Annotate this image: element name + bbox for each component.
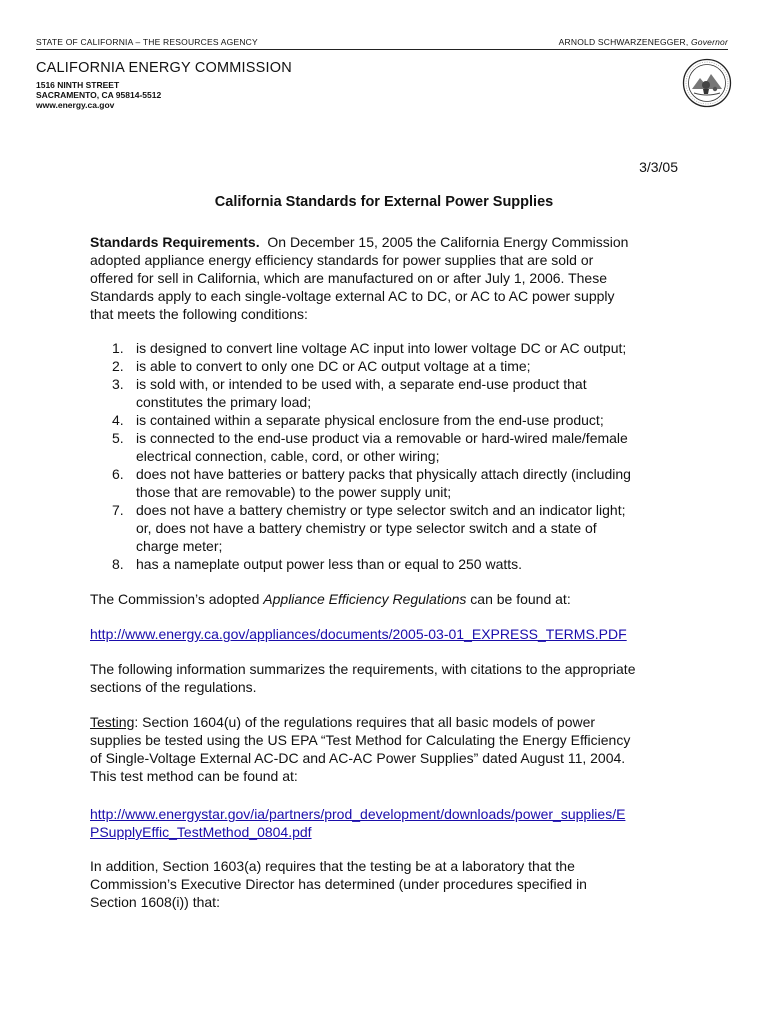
condition-text: does not have a battery chemistry or type selector switch and an indicator light; bbox=[136, 502, 626, 518]
condition-text: is contained within a separate physical enclosure from the end-use product; bbox=[136, 412, 604, 428]
intro-heading: Standards Requirements. bbox=[90, 234, 260, 250]
condition-text: is connected to the end-use product via a removable or hard-wired male/female bbox=[136, 430, 628, 446]
condition-number: 4. bbox=[112, 412, 124, 428]
regulations-link-block bbox=[90, 625, 690, 643]
intro-text: On December 15, 2005 the California Energy Commission bbox=[267, 234, 629, 250]
condition-item bbox=[90, 429, 690, 465]
test-method-link-continued[interactable]: PSupplyEffic_TestMethod_0804.pdf bbox=[90, 824, 312, 840]
intro-line: offered for sell in California, which are manufactured on or after July 1, 2006. These bbox=[90, 270, 607, 286]
governor-title: Governor bbox=[690, 37, 728, 47]
condition-item bbox=[90, 501, 690, 555]
header-divider bbox=[36, 49, 728, 50]
testing-paragraph bbox=[90, 713, 690, 785]
regulations-link[interactable]: http://www.energy.ca.gov/appliances/documents/2005-03-01_EXPRESS_TERMS.PDF bbox=[90, 626, 627, 642]
condition-item bbox=[90, 375, 690, 411]
intro-line: Standards apply to each single-voltage external AC to DC, or AC to AC power supply bbox=[90, 288, 615, 304]
condition-item bbox=[90, 465, 690, 501]
condition-item bbox=[90, 555, 690, 573]
addition-line: In addition, Section 1603(a) requires that the testing be at a laboratory that the bbox=[90, 858, 575, 874]
document-title: California Standards for External Power Supplies bbox=[214, 194, 554, 210]
summary-line: The following information summarizes the requirements, with citations to the appropriate bbox=[90, 661, 636, 677]
conditions-list bbox=[90, 339, 690, 573]
regulations-title: Appliance Efficiency Regulations bbox=[263, 591, 467, 607]
addition-line: Commission’s Executive Director has determined (under procedures specified in bbox=[90, 876, 587, 892]
testing-label: Testing bbox=[90, 714, 135, 730]
regulations-text: can be found at: bbox=[466, 591, 571, 607]
condition-text: is able to convert to only one DC or AC output voltage at a time; bbox=[136, 358, 531, 374]
regulations-paragraph bbox=[90, 590, 690, 608]
test-method-link-block bbox=[90, 805, 690, 841]
intro-line bbox=[90, 233, 690, 251]
governor-name: ARNOLD SCHWARZENEGGER, bbox=[558, 37, 691, 47]
organization-name: CALIFORNIA ENERGY COMMISSION bbox=[36, 60, 292, 76]
condition-text: is sold with, or intended to be used with, a separate end-use product that bbox=[136, 376, 587, 392]
condition-item bbox=[90, 357, 690, 375]
condition-text: or, does not have a battery chemistry or type selector switch and a state of bbox=[136, 520, 597, 536]
condition-text: does not have batteries or battery packs that physically attach directly (including bbox=[136, 466, 631, 482]
condition-number: 3. bbox=[112, 376, 124, 392]
agency-header: STATE OF CALIFORNIA – THE RESOURCES AGENCY bbox=[36, 37, 258, 47]
condition-number: 2. bbox=[112, 358, 124, 374]
condition-number: 8. bbox=[112, 556, 124, 572]
condition-item bbox=[90, 339, 690, 357]
intro-line: that meets the following conditions: bbox=[90, 306, 308, 322]
condition-item bbox=[90, 411, 690, 429]
condition-text: those that are removable) to the power supply unit; bbox=[136, 484, 452, 500]
address-website: www.energy.ca.gov bbox=[36, 100, 115, 110]
addition-line: Section 1608(i)) that: bbox=[90, 894, 220, 910]
addition-paragraph bbox=[90, 857, 690, 911]
testing-line: of Single-Voltage External AC-DC and AC-AC Power Supplies” dated August 11, 2004. bbox=[90, 750, 626, 766]
testing-line bbox=[90, 713, 690, 731]
document-date: 3/3/05 bbox=[639, 159, 678, 175]
condition-number: 5. bbox=[112, 430, 124, 446]
testing-line: This test method can be found at: bbox=[90, 768, 298, 784]
condition-number: 1. bbox=[112, 340, 124, 356]
testing-text: : Section 1604(u) of the regulations requires that all basic models of power bbox=[134, 714, 596, 730]
summary-paragraph bbox=[90, 660, 690, 696]
test-method-link[interactable]: http://www.energystar.gov/ia/partners/prod_development/downloads/power_supplies/E bbox=[90, 806, 626, 822]
condition-text: electrical connection, cable, cord, or other wiring; bbox=[136, 448, 440, 464]
condition-text: has a nameplate output power less than or equal to 250 watts. bbox=[136, 556, 523, 572]
intro-paragraph bbox=[90, 233, 690, 323]
condition-text: charge meter; bbox=[136, 538, 223, 554]
summary-line: sections of the regulations. bbox=[90, 679, 257, 695]
testing-line: supplies be tested using the US EPA “Test Method for Calculating the Energy Efficiency bbox=[90, 732, 631, 748]
condition-text: is designed to convert line voltage AC input into lower voltage DC or AC output; bbox=[136, 340, 627, 356]
address-street: 1516 NINTH STREET bbox=[36, 80, 120, 90]
state-seal-icon bbox=[682, 58, 732, 108]
regulations-text: The Commission’s adopted bbox=[90, 591, 264, 607]
address-city: SACRAMENTO, CA 95814-5512 bbox=[36, 90, 162, 100]
governor-header bbox=[559, 37, 728, 47]
intro-line: adopted appliance energy efficiency standards for power supplies that are sold or bbox=[90, 252, 594, 268]
condition-text: constitutes the primary load; bbox=[136, 394, 312, 410]
condition-number: 7. bbox=[112, 502, 124, 518]
condition-number: 6. bbox=[112, 466, 124, 482]
